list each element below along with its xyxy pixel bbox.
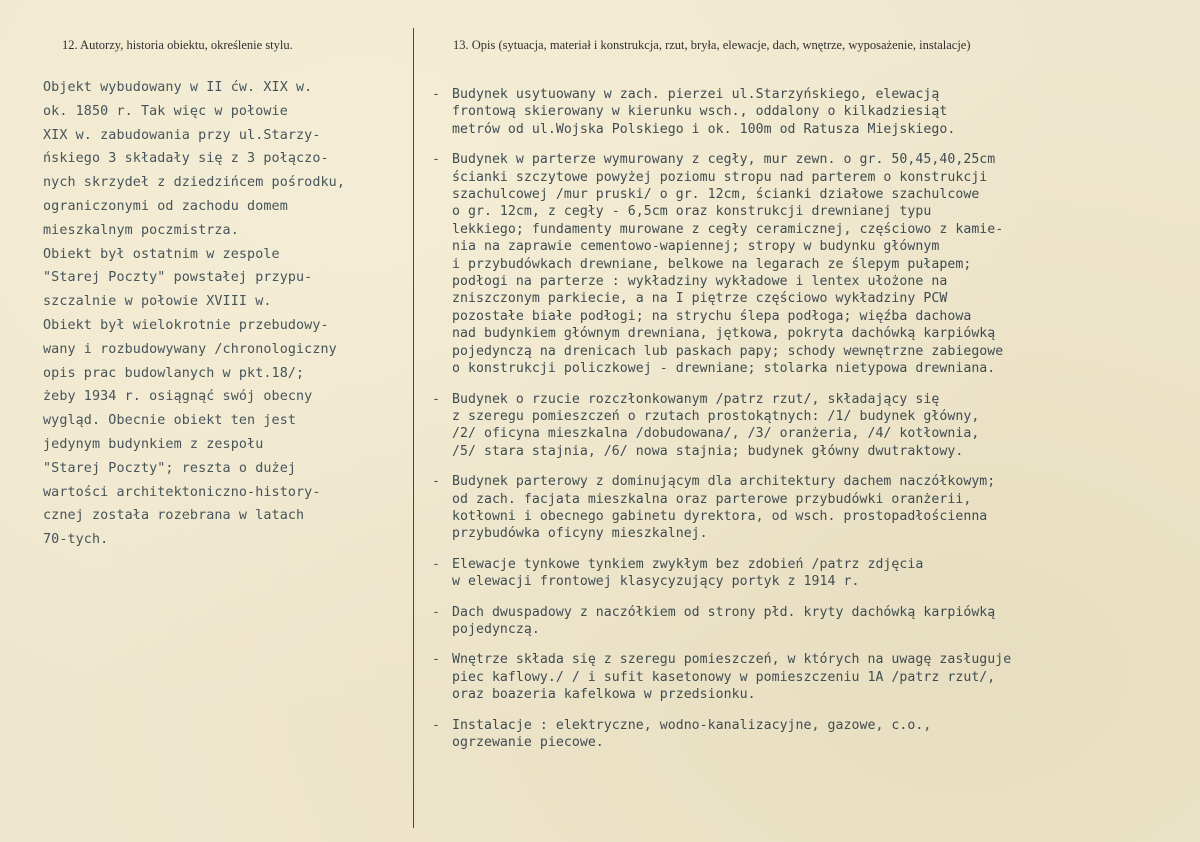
history-text-line: wygląd. Obecnie obiekt ten jest [43, 413, 297, 429]
description-item [432, 556, 1192, 591]
history-text-line: "Starej Poczty"; reszta o dużej [43, 460, 297, 476]
history-text-line: wany i rozbudowywany /chronologiczny [43, 341, 337, 357]
history-text-line: cznej została rozebrana w latach [43, 508, 305, 524]
list-dash: - [432, 652, 440, 668]
description-text-line: pozostałe białe podłogi; na strychu ślepa podłoga; więźba dachowa [452, 308, 972, 324]
column-divider [413, 28, 414, 828]
history-text-line: szczalnie w połowie XVIII w. [43, 294, 272, 310]
description-text-line: od zach. facjata mieszkalna oraz parterowe przybudówki oranżerii, [452, 491, 972, 507]
description-text-line: z szeregu pomieszczeń o rzutach prostokątnych: /1/ budynek główny, [452, 408, 980, 424]
list-dash: - [432, 152, 440, 168]
description-text-line: lekkiego; fundamenty murowane z cegły ceramicznej, częściowo z kamie- [452, 221, 1004, 237]
description-text-line: nad budynkiem głównym drewniana, jętkowa, pokryta dachówką karpiówką [452, 326, 996, 342]
description-text-line: o gr. 12cm, z cegły - 6,5cm oraz konstrukcji drewnianej typu [452, 204, 932, 220]
description-item [432, 391, 1192, 461]
description-text-line: Budynek parterowy z dominującym dla architektury dachem naczółkowym; [452, 474, 996, 490]
description-text-line: szachulcowej /mur pruski/ o gr. 12cm, ścianki działowe szachulcowe [452, 187, 980, 203]
description-text-line: przybudówka oficyny mieszkalnej. [452, 526, 708, 542]
description-text-line: ścianki szczytowe powyżej poziomu stropu nad parterem o konstrukcji [452, 169, 988, 185]
history-text-line: żeby 1934 r. osiągnąć swój obecny [43, 389, 313, 405]
description-text-line: Instalacje : elektryczne, wodno-kanalizacyjne, gazowe, c.o., [452, 717, 932, 733]
description-item [432, 151, 1192, 377]
history-text-line: Obiekt był ostatnim w zespole [43, 246, 280, 262]
description-text-line: Dach dwuspadowy z naczółkiem od strony płd. kryty dachówką karpiówką [452, 604, 996, 620]
description-item [432, 651, 1192, 703]
description-item [432, 717, 1192, 752]
description-text-line: Wnętrze składa się z szeregu pomieszczeń, w których na uwagę zasługuje [452, 652, 1012, 668]
history-text-line: ograniczonymi od zachodu domem [43, 198, 288, 214]
description-text-line: pojedynczą. [452, 621, 540, 637]
history-text-line: opis prac budowlanych w pkt.18/; [43, 365, 305, 381]
description-text-line: Budynek o rzucie rozczłonkowanym /patrz rzut/, składający się [452, 391, 940, 407]
description-text-line: Budynek usytuowany w zach. pierzei ul.Starzyńskiego, elewacją [452, 87, 940, 102]
history-text-line: 70-tych. [43, 532, 109, 548]
description-text-line: metrów od ul.Wojska Polskiego i ok. 100m od Ratusza Miejskiego. [452, 121, 956, 137]
history-text-line: Obiekt był wielokrotnie przebudowy- [43, 317, 329, 333]
description-text-line: Budynek w parterze wymurowany z cegły, mur zewn. o gr. 50,45,40,25cm [452, 152, 996, 168]
history-text-line: Objekt wybudowany w II ćw. XIX w. [43, 80, 313, 95]
history-text-line: mieszkalnym poczmistrza. [43, 222, 239, 238]
description-text-line: oraz boazeria kafelkowa w przedsionku. [452, 687, 756, 703]
description-item [432, 604, 1192, 639]
description-text-block [432, 78, 1192, 751]
section-12-header: 12. Autorzy, historia obiektu, określenie stylu. [62, 38, 293, 52]
history-text-line: XIX w. zabudowania przy ul.Starzy- [43, 127, 321, 143]
list-dash: - [432, 717, 440, 733]
list-dash: - [432, 604, 440, 620]
description-text-line: ogrzewanie piecowe. [452, 735, 604, 750]
description-text-line: pojedynczą na drenicach lub paskach papy; schody wewnętrzne zabiegowe [452, 343, 1004, 359]
description-text-line: frontową skierowany w kierunku wsch., oddalony o kilkadziesiąt [452, 104, 948, 120]
description-text-line: /2/ oficyna mieszkalna /dobudowana/, /3/ oranżeria, /4/ kotłownia, [452, 426, 980, 442]
list-dash: - [432, 391, 440, 407]
description-text-line: piec kaflowy./ / i sufit kasetonowy w pomieszczeniu 1A /patrz rzut/, [452, 669, 996, 685]
history-text-line: ńskiego 3 składały się z 3 połączo- [43, 151, 329, 167]
description-text-line: w elewacji frontowej klasycyzujący portyk z 1914 r. [452, 574, 860, 590]
history-text-line: "Starej Poczty" powstałej przypu- [43, 270, 313, 286]
description-text-line: podłogi na parterze : wykładziny wykładowe i lentex ułożone na [452, 274, 948, 290]
description-text-line: o konstrukcji policzkowej - drewniane; stolarka nietypowa drewniana. [452, 361, 996, 377]
list-dash: - [432, 87, 440, 102]
history-text-line: wartości architektoniczno-history- [43, 484, 321, 500]
description-item [432, 473, 1192, 543]
description-text-line: Elewacje tynkowe tynkiem zwykłym bez zdobień /patrz zdjęcia [452, 556, 924, 572]
description-item [432, 86, 1192, 138]
description-text-line: nia na zaprawie cementowo-wapiennej; stropy w budynku głównym [452, 239, 940, 255]
description-text-line: kotłowni i obecnego gabinetu dyrektora, od wsch. prostopadłościenna [452, 508, 988, 524]
history-text-line: ok. 1850 r. Tak więc w połowie [43, 103, 288, 119]
history-text-line: jedynym budynkiem z zespołu [43, 436, 264, 452]
history-text-block [43, 76, 411, 552]
list-dash: - [432, 474, 440, 490]
description-text-line: i przybudówkach drewniane, belkowe na legarach ze ślepym pułapem; [452, 256, 972, 272]
list-dash: - [432, 556, 440, 572]
description-text-line: zniszczonym parkiecie, a na I piętrze częściowo wykładziny PCW [452, 291, 948, 307]
history-text-line: nych skrzydeł z dziedzińcem pośrodku, [43, 175, 345, 191]
section-13-header: 13. Opis (sytuacja, materiał i konstrukcja, rzut, bryła, elewacje, dach, wnętrze, wyposażenie, instalacje) [453, 38, 971, 52]
description-text-line: /5/ stara stajnia, /6/ nowa stajnia; budynek główny dwutraktowy. [452, 443, 964, 459]
